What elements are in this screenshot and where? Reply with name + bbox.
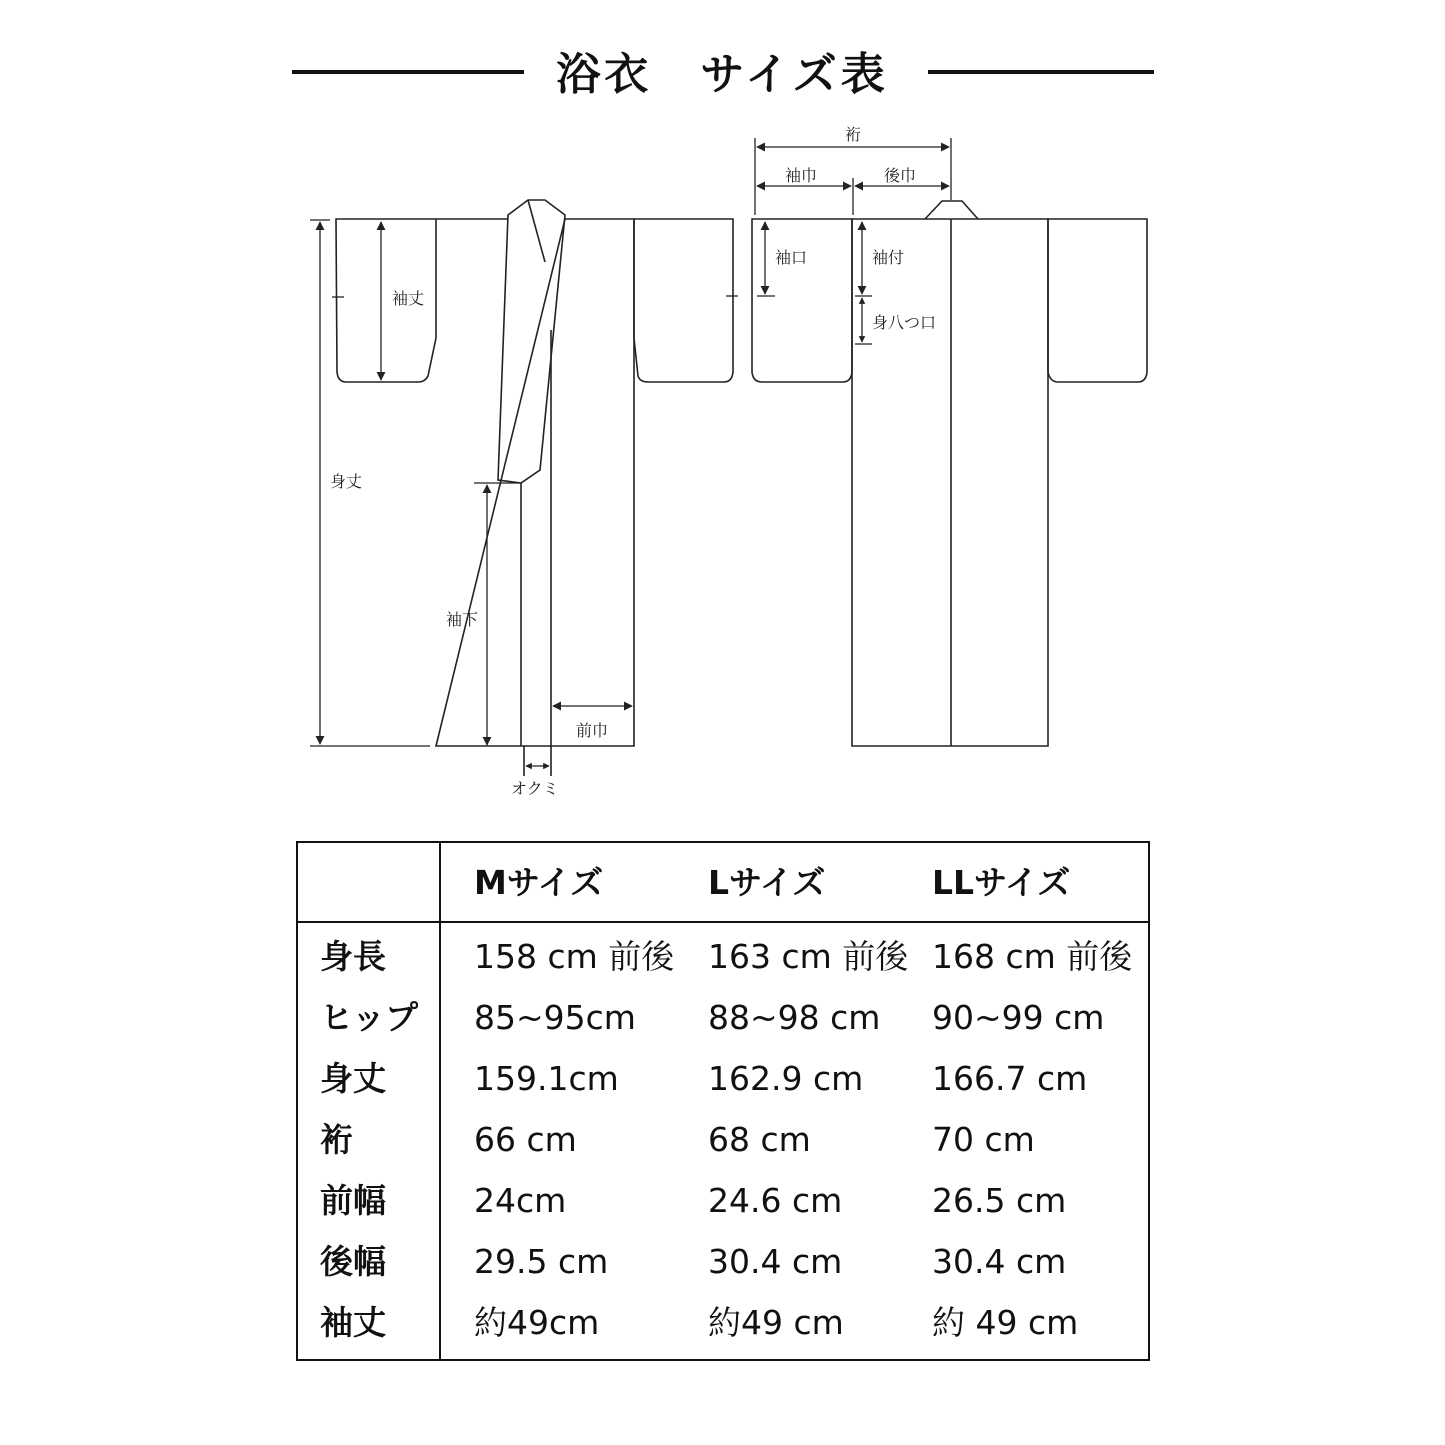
row-label-ushirohaba: 後幅 xyxy=(320,1242,386,1281)
header-l-size: Lサイズ xyxy=(708,863,826,902)
cell-mitake-m: 159.1cm xyxy=(474,1059,619,1098)
row-label-mitake: 身丈 xyxy=(320,1059,386,1098)
back-collar xyxy=(925,201,978,219)
back-view xyxy=(752,201,1147,746)
label-mae-haba: 前巾 xyxy=(576,721,609,740)
cell-yuki-m: 66 cm xyxy=(474,1120,577,1159)
back-right-sleeve xyxy=(1048,219,1147,382)
label-sode-haba: 袖巾 xyxy=(785,166,818,185)
cell-sodetake-m: 約49cm xyxy=(474,1303,600,1342)
cell-hip-l: 88~98 cm xyxy=(708,998,881,1037)
front-view xyxy=(336,200,733,776)
cell-yuki-ll: 70 cm xyxy=(932,1120,1035,1159)
cell-sodetake-ll: 約 49 cm xyxy=(932,1303,1079,1342)
row-label-height: 身長 xyxy=(320,937,386,976)
cell-sodetake-l: 約49 cm xyxy=(708,1303,844,1342)
label-yuki: 裄 xyxy=(845,125,862,144)
label-okumi: オクミ xyxy=(511,779,559,798)
label-ushiro-haba: 後巾 xyxy=(884,166,917,185)
label-sode-shita: 袖下 xyxy=(446,610,479,629)
row-label-sodetake: 袖丈 xyxy=(320,1303,386,1342)
cell-height-m: 158 cm 前後 xyxy=(474,937,675,976)
label-sode-tsuke: 袖付 xyxy=(872,248,905,267)
cell-height-l: 163 cm 前後 xyxy=(708,937,909,976)
cell-hip-ll: 90~99 cm xyxy=(932,998,1105,1037)
label-sode-take: 袖丈 xyxy=(392,289,425,308)
row-label-hip: ヒップ xyxy=(320,998,419,1037)
cell-ushirohaba-l: 30.4 cm xyxy=(708,1242,843,1281)
front-collar xyxy=(498,200,565,483)
row-label-yuki: 裄 xyxy=(320,1120,353,1159)
label-miyatsuguchi: 身八つ口 xyxy=(872,313,937,332)
front-right-sleeve xyxy=(634,219,733,382)
row-label-maehaba: 前幅 xyxy=(320,1181,386,1220)
cell-maehaba-l: 24.6 cm xyxy=(708,1181,843,1220)
page-title: 浴衣 サイズ表 xyxy=(556,49,889,100)
cell-maehaba-ll: 26.5 cm xyxy=(932,1181,1067,1220)
back-body xyxy=(852,219,1048,746)
cell-hip-m: 85~95cm xyxy=(474,998,636,1037)
cell-ushirohaba-ll: 30.4 cm xyxy=(932,1242,1067,1281)
cell-ushirohaba-m: 29.5 cm xyxy=(474,1242,609,1281)
cell-maehaba-m: 24cm xyxy=(474,1181,567,1220)
cell-mitake-ll: 166.7 cm xyxy=(932,1059,1088,1098)
table-divider-horizontal xyxy=(298,921,1148,923)
back-left-sleeve xyxy=(752,219,852,382)
label-sode-guchi: 袖口 xyxy=(775,248,808,267)
cell-mitake-l: 162.9 cm xyxy=(708,1059,864,1098)
label-mi-take: 身丈 xyxy=(330,472,363,491)
header-ll-size: LLサイズ xyxy=(932,863,1071,902)
cell-height-ll: 168 cm 前後 xyxy=(932,937,1133,976)
front-body xyxy=(436,219,634,746)
size-table xyxy=(296,841,1150,1361)
cell-yuki-l: 68 cm xyxy=(708,1120,811,1159)
header-m-size: Mサイズ xyxy=(474,863,604,902)
